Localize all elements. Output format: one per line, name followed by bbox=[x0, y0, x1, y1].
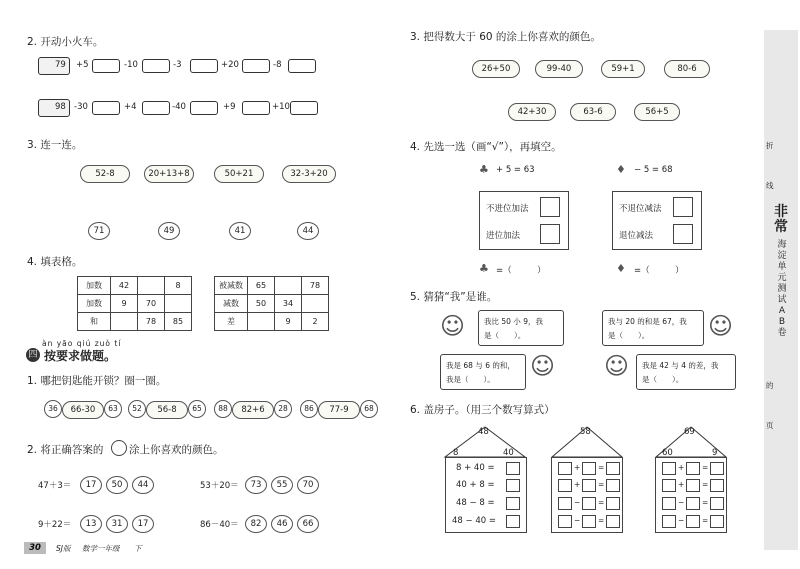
q1-title: 1. 哪把钥匙能开锁？圈一圈。 bbox=[27, 375, 167, 387]
girl-icon: ☺ bbox=[708, 312, 734, 340]
wagon-blank[interactable] bbox=[92, 101, 120, 115]
answer-circle[interactable]: 41 bbox=[229, 222, 251, 240]
spine-brand: 非常 bbox=[774, 204, 788, 235]
expr: 9＋22＝ bbox=[38, 520, 72, 530]
lock-group-1 bbox=[44, 398, 124, 422]
q2b-title-a: 2. 将正确答案的 bbox=[27, 444, 104, 456]
cell: 减数 bbox=[215, 295, 248, 313]
r-q3-title: 3. 把得数大于 60 的涂上你喜欢的颜色。 bbox=[410, 31, 601, 43]
check-box[interactable] bbox=[540, 224, 560, 244]
answer-box[interactable] bbox=[662, 497, 676, 510]
bubble-line[interactable]: 是（ ）。 bbox=[642, 375, 684, 384]
expr-leaf[interactable]: 80-6 bbox=[664, 60, 710, 78]
cell[interactable] bbox=[275, 277, 302, 295]
spine-mark: 页 bbox=[766, 421, 774, 430]
check-box[interactable] bbox=[540, 197, 560, 217]
choice-label: 不退位减法 bbox=[619, 204, 662, 214]
answer-box[interactable] bbox=[558, 462, 572, 475]
train-start-number: 79 bbox=[55, 60, 66, 70]
cell: 34 bbox=[275, 295, 302, 313]
option-circle[interactable]: 50 bbox=[106, 476, 128, 494]
answer-box[interactable] bbox=[710, 462, 724, 475]
speech-bubble-1 bbox=[478, 310, 564, 346]
op: -8 bbox=[273, 60, 282, 70]
answer-box[interactable] bbox=[506, 479, 520, 492]
answer-box[interactable] bbox=[710, 497, 724, 510]
answer-box[interactable] bbox=[582, 515, 596, 528]
lock-group-4 bbox=[300, 398, 380, 422]
check-box[interactable] bbox=[673, 197, 693, 217]
house-left-number: 8 bbox=[453, 448, 459, 458]
option-circle[interactable]: 70 bbox=[297, 476, 319, 494]
answer-box[interactable] bbox=[662, 515, 676, 528]
eq2: − 5 = 68 bbox=[634, 165, 673, 175]
op: +5 bbox=[76, 60, 89, 70]
wagon-blank[interactable] bbox=[242, 59, 270, 73]
expr-leaf[interactable]: 59+1 bbox=[601, 60, 645, 78]
answer-box[interactable] bbox=[558, 497, 572, 510]
r-q5-title: 5. 猜猜“我”是谁。 bbox=[410, 291, 498, 303]
section-pinyin: àn yāo qiú zuò tí bbox=[42, 339, 122, 348]
addition-table bbox=[77, 276, 192, 331]
house-eq: 40 + 8 = bbox=[456, 480, 495, 490]
section-title: 按要求做题。 bbox=[44, 349, 117, 363]
spine-mark: 的 bbox=[766, 381, 774, 390]
bubble-line[interactable]: 是（ ）。 bbox=[608, 331, 650, 340]
expr-leaf[interactable]: 42+30 bbox=[508, 103, 556, 121]
answer-box[interactable] bbox=[558, 479, 572, 492]
spine-title: 海淀单元测试AB卷 bbox=[777, 240, 787, 338]
section-number-badge: 四 bbox=[26, 348, 40, 362]
option-circle[interactable]: 82 bbox=[245, 515, 267, 533]
lock-expr: 56-8 bbox=[146, 401, 188, 419]
op: +4 bbox=[124, 102, 137, 112]
fill1[interactable]: =（ ） bbox=[496, 266, 546, 276]
speech-bubble-2 bbox=[602, 310, 704, 346]
answer-box[interactable] bbox=[506, 462, 520, 475]
house-right-number: 40 bbox=[503, 448, 514, 458]
wagon-blank[interactable] bbox=[190, 59, 218, 73]
key-icon[interactable]: 52 bbox=[128, 400, 146, 418]
expr: 53＋20＝ bbox=[200, 481, 239, 491]
q2-title: 2. 开动小火车。 bbox=[27, 36, 104, 48]
q2b-title-b: 涂上你喜欢的颜色。 bbox=[129, 444, 224, 456]
cell: 78 bbox=[138, 313, 165, 331]
r-q4-title: 4. 先选一选（画“√”），再填空。 bbox=[410, 141, 562, 153]
wagon-blank[interactable] bbox=[142, 101, 170, 115]
spine-mark: 折 bbox=[766, 141, 774, 150]
boy-icon: ☺ bbox=[530, 352, 556, 380]
op: +10 bbox=[272, 102, 290, 112]
key-icon[interactable]: 86 bbox=[300, 400, 318, 418]
cell: 70 bbox=[138, 295, 165, 313]
option-circle[interactable]: 31 bbox=[106, 515, 128, 533]
house-right-number: 9 bbox=[712, 448, 718, 458]
house-eq: 8 + 40 = bbox=[456, 463, 495, 473]
bubble-line: 我是 42 与 4 的差，我 bbox=[642, 361, 719, 370]
lock-expr: 66-30 bbox=[62, 401, 104, 419]
subtraction-table bbox=[214, 276, 329, 331]
option-circle[interactable]: 44 bbox=[132, 476, 154, 494]
check-box[interactable] bbox=[673, 224, 693, 244]
option-circle[interactable]: 17 bbox=[132, 515, 154, 533]
op: -30 bbox=[74, 102, 88, 112]
wagon-blank[interactable] bbox=[242, 101, 270, 115]
key-icon[interactable]: 36 bbox=[44, 400, 62, 418]
cell: 差 bbox=[215, 313, 248, 331]
lock-group-3 bbox=[214, 398, 294, 422]
key-icon[interactable]: 68 bbox=[360, 400, 378, 418]
expr-bubble[interactable]: 32-3+20 bbox=[282, 165, 336, 183]
answer-box[interactable] bbox=[710, 515, 724, 528]
girl-icon: ☺ bbox=[604, 352, 630, 380]
option-circle[interactable]: 13 bbox=[80, 515, 102, 533]
answer-box[interactable] bbox=[686, 515, 700, 528]
answer-box[interactable] bbox=[686, 497, 700, 510]
lock-expr: 77-9 bbox=[318, 401, 360, 419]
train-start-number: 98 bbox=[55, 102, 66, 112]
expr-bubble[interactable]: 20+13+8 bbox=[144, 165, 194, 183]
wagon-blank[interactable] bbox=[92, 59, 120, 73]
wagon-blank[interactable] bbox=[190, 101, 218, 115]
house-eq: 48 − 8 = bbox=[456, 498, 495, 508]
spine-mark: 线 bbox=[766, 181, 774, 190]
page-number: 30 bbox=[24, 542, 46, 554]
r-q6-title: 6. 盖房子。（用三个数写算式） bbox=[410, 404, 555, 416]
house-top-number: 69 bbox=[684, 427, 695, 437]
locomotive-1 bbox=[38, 57, 70, 75]
choice-label: 退位减法 bbox=[619, 231, 654, 241]
cell[interactable] bbox=[248, 313, 275, 331]
footer-subject: 数学一年级 bbox=[82, 544, 120, 553]
option-circle[interactable]: 66 bbox=[297, 515, 319, 533]
expr: 86－40＝ bbox=[200, 520, 239, 530]
choice-box-1 bbox=[479, 191, 569, 250]
eq1: + 5 = 63 bbox=[496, 165, 535, 175]
footer-term: 下 bbox=[134, 544, 142, 553]
key-icon[interactable]: 65 bbox=[188, 400, 206, 418]
wagon-blank[interactable] bbox=[290, 101, 318, 115]
cell: 8 bbox=[165, 277, 192, 295]
choice-label: 进位加法 bbox=[486, 231, 521, 241]
answer-box[interactable] bbox=[582, 462, 596, 475]
answer-box[interactable] bbox=[686, 479, 700, 492]
option-circle[interactable]: 73 bbox=[245, 476, 267, 494]
expr-bubble[interactable]: 52-8 bbox=[80, 165, 130, 183]
answer-box[interactable] bbox=[506, 497, 520, 510]
bubble-line: 我是 68 与 6 的和， bbox=[446, 361, 515, 370]
answer-box[interactable] bbox=[606, 515, 620, 528]
answer-box[interactable] bbox=[606, 497, 620, 510]
q4-title: 4. 填表格。 bbox=[27, 256, 83, 268]
answer-box[interactable] bbox=[662, 462, 676, 475]
op: -10 bbox=[124, 60, 138, 70]
key-icon[interactable]: 88 bbox=[214, 400, 232, 418]
cell: 42 bbox=[111, 277, 138, 295]
lock-expr: 82+6 bbox=[232, 401, 274, 419]
cell: 65 bbox=[248, 277, 275, 295]
answer-box[interactable] bbox=[710, 479, 724, 492]
answer-box[interactable] bbox=[558, 515, 572, 528]
house-top-number: 48 bbox=[478, 427, 489, 437]
op: -3 bbox=[173, 60, 182, 70]
expr-leaf[interactable]: 63-6 bbox=[570, 103, 616, 121]
bubble-line[interactable]: 我是（ ）。 bbox=[446, 375, 495, 384]
cell[interactable] bbox=[111, 313, 138, 331]
house-body-1 bbox=[445, 457, 527, 533]
answer-circle[interactable]: 71 bbox=[88, 222, 110, 240]
option-circle[interactable]: 46 bbox=[271, 515, 293, 533]
bubble-line: 我比 50 小 9，我 bbox=[484, 317, 543, 326]
pineapple-icon: ♣ bbox=[479, 262, 489, 275]
boy-icon: ☺ bbox=[440, 312, 466, 340]
bubble-line[interactable]: 是（ ）。 bbox=[484, 331, 526, 340]
cell: 加数 bbox=[78, 277, 111, 295]
choice-label: 不进位加法 bbox=[486, 204, 529, 214]
cell: 被减数 bbox=[215, 277, 248, 295]
answer-box[interactable] bbox=[582, 479, 596, 492]
answer-box[interactable] bbox=[662, 479, 676, 492]
key-icon[interactable]: 28 bbox=[274, 400, 292, 418]
op: -40 bbox=[172, 102, 186, 112]
cake-icon: ♦ bbox=[616, 163, 626, 176]
expr-leaf[interactable]: 99-40 bbox=[535, 60, 583, 78]
pineapple-icon: ♣ bbox=[479, 163, 489, 176]
answer-circle[interactable]: 49 bbox=[158, 222, 180, 240]
cell: 和 bbox=[78, 313, 111, 331]
wagon-blank[interactable] bbox=[142, 59, 170, 73]
choice-box-2 bbox=[612, 191, 702, 250]
cell[interactable] bbox=[302, 295, 329, 313]
wagon-blank[interactable] bbox=[288, 59, 316, 73]
bubble-line: 我与 20 的和是 67，我 bbox=[608, 317, 687, 326]
house-body-2: + = + = − = − = bbox=[551, 457, 623, 533]
expr-bubble[interactable]: 50+21 bbox=[214, 165, 264, 183]
cell: 85 bbox=[165, 313, 192, 331]
cell: 2 bbox=[302, 313, 329, 331]
cell[interactable] bbox=[165, 295, 192, 313]
house-body-3: + = + = − = − = bbox=[655, 457, 727, 533]
option-circle[interactable]: 55 bbox=[271, 476, 293, 494]
speech-bubble-4 bbox=[636, 354, 736, 390]
speech-bubble-3 bbox=[440, 354, 526, 390]
house-left-number: 60 bbox=[662, 448, 673, 458]
fill2[interactable]: =（ ） bbox=[634, 266, 684, 276]
option-circle[interactable]: 17 bbox=[80, 476, 102, 494]
house-eq: 48 − 40 = bbox=[452, 516, 496, 526]
footer-edition: SJ版 bbox=[56, 544, 71, 553]
expr-leaf[interactable]: 56+5 bbox=[634, 103, 680, 121]
answer-circle[interactable]: 44 bbox=[297, 222, 319, 240]
answer-box[interactable] bbox=[606, 462, 620, 475]
cake-icon: ♦ bbox=[616, 262, 626, 275]
answer-box[interactable] bbox=[506, 515, 520, 528]
expr-leaf[interactable]: 26+50 bbox=[472, 60, 520, 78]
op: +20 bbox=[221, 60, 239, 70]
key-icon[interactable]: 63 bbox=[104, 400, 122, 418]
locomotive-2 bbox=[38, 99, 70, 117]
cell: 9 bbox=[275, 313, 302, 331]
circle-icon bbox=[111, 440, 127, 456]
answer-box[interactable] bbox=[582, 497, 596, 510]
cell: 9 bbox=[111, 295, 138, 313]
answer-box[interactable] bbox=[686, 462, 700, 475]
cell[interactable] bbox=[138, 277, 165, 295]
op: +9 bbox=[223, 102, 236, 112]
q3-title: 3. 连一连。 bbox=[27, 139, 83, 151]
cell: 加数 bbox=[78, 295, 111, 313]
lock-group-2 bbox=[128, 398, 208, 422]
cell: 50 bbox=[248, 295, 275, 313]
answer-box[interactable] bbox=[606, 479, 620, 492]
expr: 47＋3＝ bbox=[38, 481, 72, 491]
house-top-number: 58 bbox=[580, 427, 591, 437]
cell: 78 bbox=[302, 277, 329, 295]
